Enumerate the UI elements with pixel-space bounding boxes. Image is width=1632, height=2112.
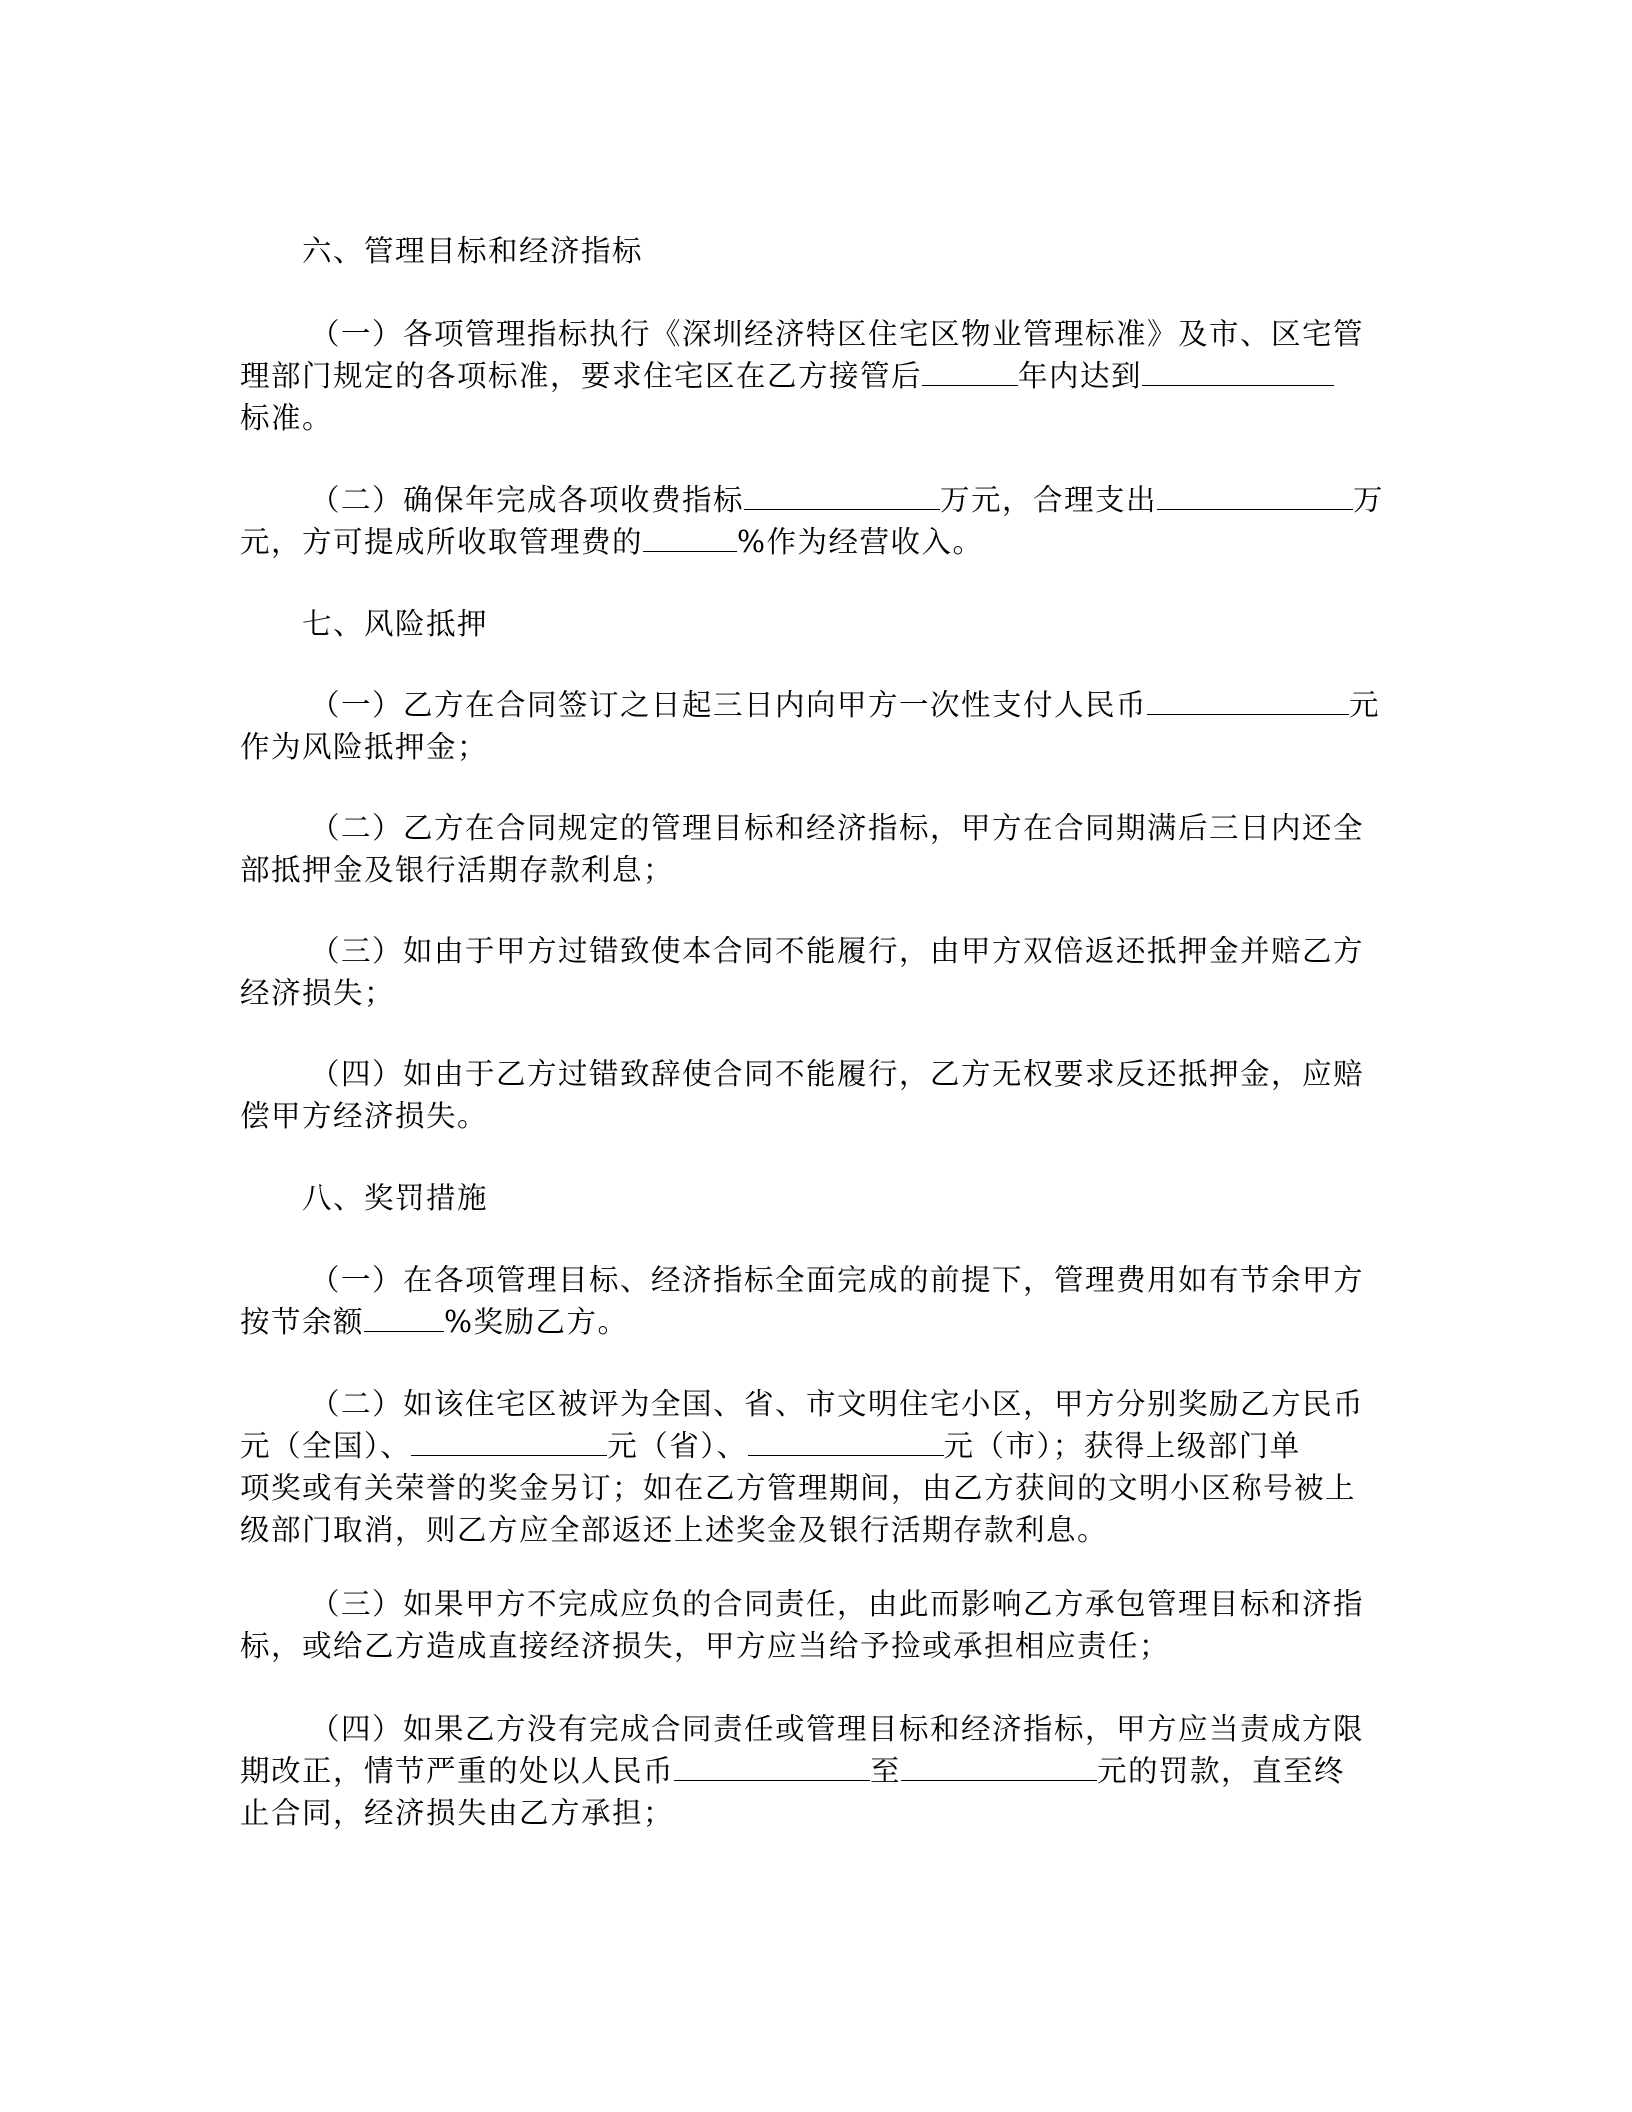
clause-line: 止合同，经济损失由乙方承担； (240, 1796, 675, 1830)
clause-text: 至 (870, 1754, 902, 1788)
clause-line: 标准。 (240, 401, 334, 435)
fill-in-blank[interactable] (744, 481, 940, 510)
clause-text: （二）确保年完成各项收费指标 (310, 483, 745, 517)
clause-line (240, 521, 1380, 563)
clause-7-4 (240, 1053, 1380, 1137)
clause-line: （二）乙方在合同规定的管理目标和经济指标，甲方在合同期满后三日内还全 (310, 811, 1365, 845)
clause-line: 项奖或有关荣誉的奖金另订；如在乙方管理期间，由乙方获间的文明小区称号被上 (240, 1471, 1357, 1505)
clause-7-3 (240, 930, 1380, 1014)
fill-in-blank[interactable] (674, 1752, 870, 1781)
fill-in-blank[interactable] (1157, 481, 1353, 510)
clause-line: 偿甲方经济损失。 (240, 1099, 489, 1133)
clause-line: （三）如果甲方不完成应负的合同责任，由此而影响乙方承包管理目标和济指 (310, 1587, 1365, 1621)
clause-line: （三）如由于甲方过错致使本合同不能履行，由甲方双倍返还抵押金并赔乙方 (310, 934, 1365, 968)
section-heading-text: 六、管理目标和经济指标 (302, 234, 644, 268)
clause-line (240, 1301, 1380, 1343)
clause-8-3 (240, 1583, 1380, 1667)
clause-line: 标，或给乙方造成直接经济损失，甲方应当给予捡或承担相应责任； (240, 1629, 1171, 1663)
section-heading-8 (240, 1177, 1442, 1219)
clause-text: 元的罚款，直至终 (1097, 1754, 1346, 1788)
section-heading-text: 七、风险抵押 (302, 607, 489, 641)
fill-in-blank[interactable] (364, 1303, 444, 1332)
fill-in-blank[interactable] (901, 1752, 1097, 1781)
clause-text: %奖励乙方。 (444, 1305, 629, 1339)
clause-line (240, 355, 1380, 397)
clause-text: 理部门规定的各项标准，要求住宅区在乙方接管后 (240, 359, 923, 393)
clause-line: （二）如该住宅区被评为全国、省、市文明住宅小区，甲方分别奖励乙方民币 (310, 1387, 1365, 1421)
clause-text: 年内达到 (1018, 359, 1143, 393)
clause-text: %作为经营收入。 (737, 525, 984, 559)
clause-line (240, 479, 1385, 521)
fill-in-blank[interactable] (922, 357, 1018, 386)
clause-text: 元（全国）、 (240, 1429, 412, 1463)
clause-line (240, 1750, 1380, 1792)
clause-text: 万元，合理支出 (940, 483, 1158, 517)
section-heading-7 (240, 603, 1442, 645)
clause-6-2 (240, 479, 1385, 563)
clause-line: 级部门取消，则乙方应全部返还上述奖金及银行活期存款利息。 (240, 1513, 1109, 1547)
clause-text: 万 (1353, 483, 1385, 517)
clause-text: 元（市）；获得上级部门单 (943, 1429, 1301, 1463)
clause-line (240, 684, 1380, 726)
clause-line: 部抵押金及银行活期存款利息； (240, 853, 675, 887)
clause-8-2 (240, 1383, 1380, 1551)
clause-8-4 (240, 1708, 1380, 1834)
fill-in-blank[interactable] (1142, 357, 1334, 386)
clause-line: （四）如果乙方没有完成合同责任或管理目标和经济指标，甲方应当责成方限 (310, 1712, 1365, 1746)
clause-line: （一）各项管理指标执行《深圳经济特区住宅区物业管理标准》及市、区宅管 (310, 317, 1365, 351)
clause-6-1 (240, 313, 1380, 439)
fill-in-blank[interactable] (411, 1427, 607, 1456)
clause-8-1 (240, 1259, 1380, 1343)
clause-line: （四）如由于乙方过错致辞使合同不能履行，乙方无权要求反还抵押金，应赔 (310, 1057, 1365, 1091)
clause-text: 元，方可提成所收取管理费的 (240, 525, 644, 559)
clause-line: 经济损失； (240, 976, 396, 1010)
clause-line: （一）在各项管理目标、经济指标全面完成的前提下，管理费用如有节余甲方 (310, 1263, 1365, 1297)
clause-text: 按节余额 (240, 1305, 365, 1339)
section-heading-text: 八、奖罚措施 (302, 1181, 489, 1215)
fill-in-blank[interactable] (1147, 686, 1349, 715)
clause-text: 期改正，情节严重的处以人民币 (240, 1754, 675, 1788)
clause-line (240, 1425, 1380, 1467)
section-heading-6 (240, 230, 1442, 272)
clause-text: 元 (1349, 688, 1381, 722)
fill-in-blank[interactable] (643, 523, 737, 552)
clause-line: 作为风险抵押金； (240, 730, 489, 764)
clause-text: （一）乙方在合同签订之日起三日内向甲方一次性支付人民币 (310, 688, 1148, 722)
clause-7-2 (240, 807, 1380, 891)
clause-7-1 (240, 684, 1380, 768)
clause-text: 元（省）、 (607, 1429, 748, 1463)
fill-in-blank[interactable] (748, 1427, 944, 1456)
